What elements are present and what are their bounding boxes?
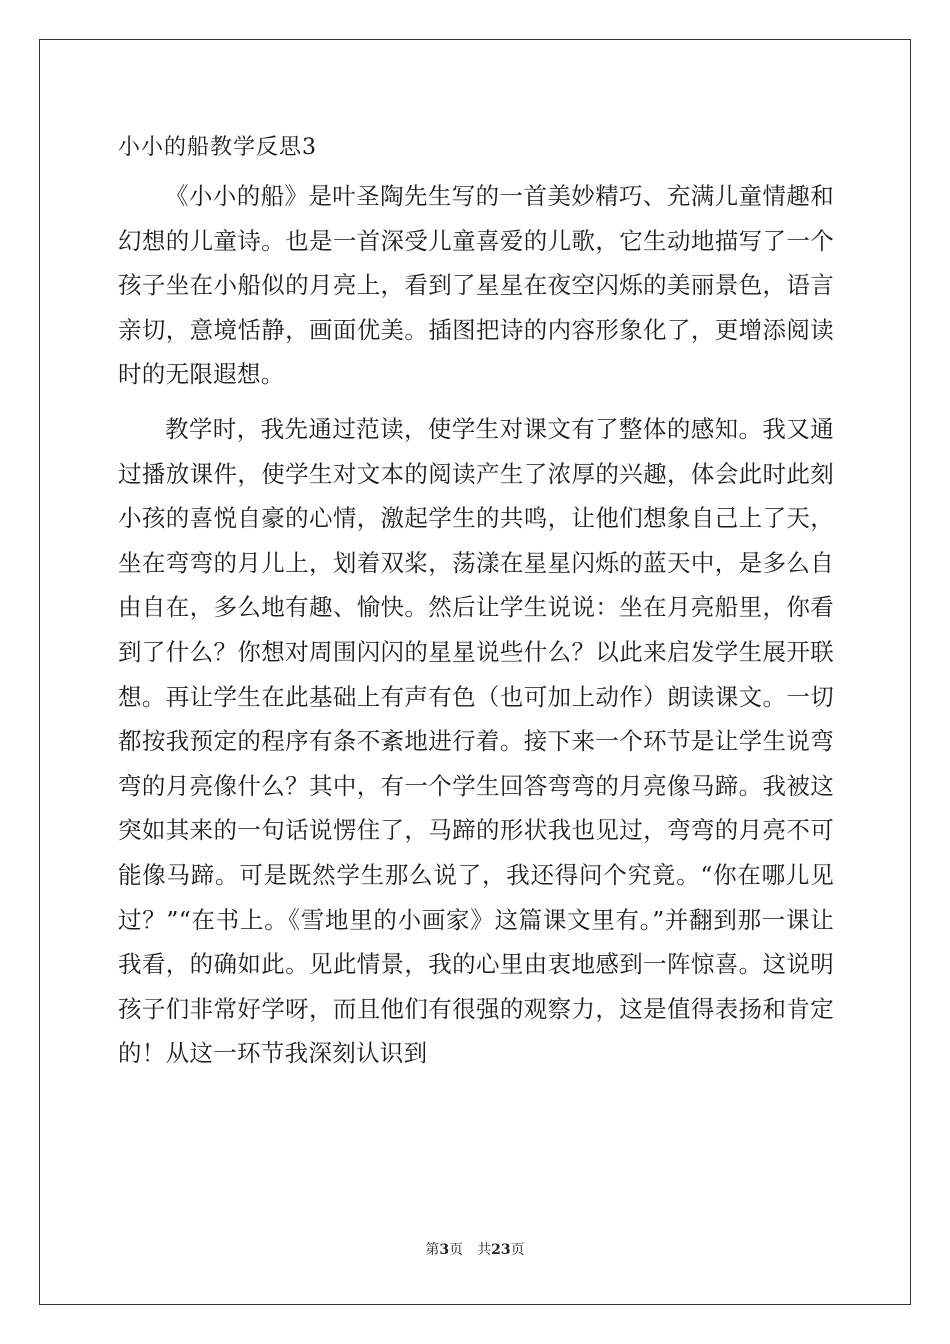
- total-pages: 23: [491, 1242, 511, 1258]
- total-label-suffix: 页: [510, 1242, 525, 1258]
- total-label-prefix: 共: [477, 1242, 492, 1258]
- page-number: 3: [439, 1242, 450, 1258]
- paragraph-1: 《小小的船》是叶圣陶先生写的一首美妙精巧、充满儿童情趣和幻想的儿童诗。也是一首深受儿童喜爱的儿歌，它生动地描写了一个孩子坐在小船似的月亮上，看到了星星在夜空闪烁的美丽景色，语言亲切，意境恬静，画面优美。插图把诗的内容形象化了，更增添阅读时的无限遐想。: [118, 182, 834, 389]
- paragraph-2: 教学时，我先通过范读，使学生对课文有了整体的感知。我又通过播放课件，使学生对文本的阅读产生了浓厚的兴趣，体会此时此刻小孩的喜悦自豪的心情，激起学生的共鸣，让他们想象自己上了天，坐在弯弯的月儿上，划着双桨，荡漾在星星闪烁的蓝天中，是多么自由自在，多么地有趣、愉快。然后让学生说说：坐在月亮船里，你看到了什么？你想对周围闪闪的星星说些什么？以此来启发学生展开联想。再让学生在此基础上有声有色（也可加上动作）朗读课文。一切都按我预定的程序有条不紊地进行着。接下来一个环节是让学生说弯弯的月亮像什么？其中，有一个学生回答弯弯的月亮像马蹄。我被这突如其来的一句话说愣住了，马蹄的形状我也见过，弯弯的月亮不可能像马蹄。可是既然学生那么说了，我还得问个究竟。“你在哪儿见过？”“在书上。《雪地里的小画家》这篇课文里有。”并翻到那一课让我看，的确如此。见此情景，我的心里由衷地感到一阵惊喜。这说明孩子们非常好学呀，而且他们有很强的观察力，这是值得表扬和肯定的！从这一环节我深刻认识到: [118, 414, 834, 1068]
- page-label-prefix: 第: [425, 1242, 440, 1258]
- document-title: 小小的船教学反思3: [118, 135, 317, 160]
- page-label-suffix: 页: [449, 1242, 464, 1258]
- page-footer: [0, 1240, 950, 1260]
- document-body: [118, 128, 834, 1076]
